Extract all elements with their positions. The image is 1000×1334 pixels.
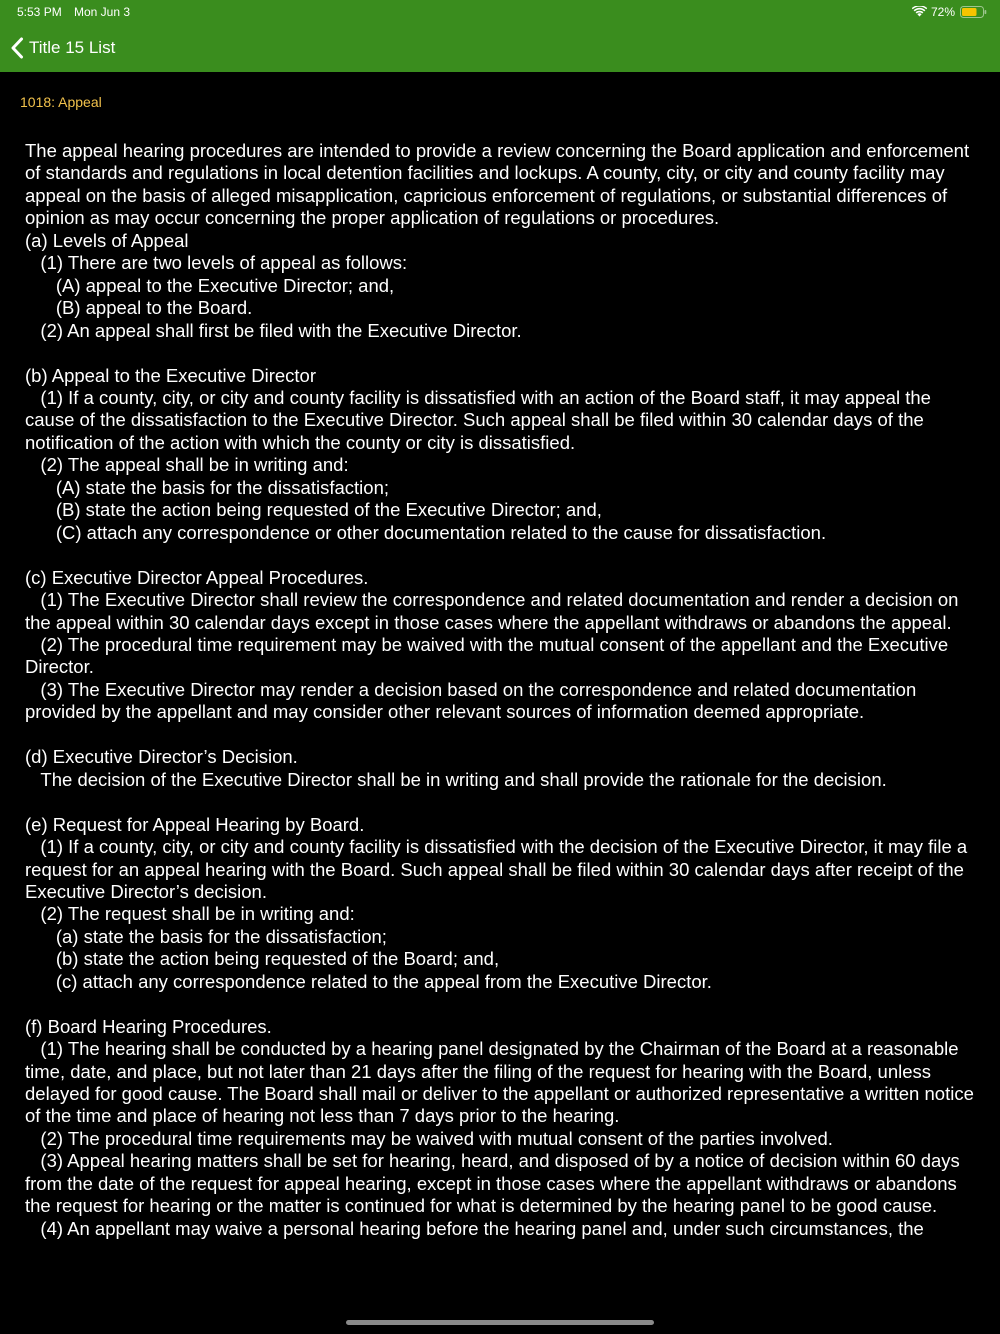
home-indicator[interactable] <box>346 1320 654 1325</box>
chevron-left-icon <box>10 37 24 59</box>
status-date: Mon Jun 3 <box>74 5 131 19</box>
regulation-text[interactable]: The appeal hearing procedures are intended to provide a review concerning the Board application and enforcement of standards and regulations in local detention facilities and lockups. A county, city, or city and county facility may appeal on the basis of alleged misapplication, capricious enforcement of regulations, or substantial differences of opinion as may occur concerning the proper application of regulations or procedures. (a) Levels of Appeal (1) There are two levels of appeal as follows: (A) appeal to the Executive Director; and, (B) appeal to the Board. (2) An appeal shall first be filed with the Executive Director. (b) Appeal to the Executive Director (1) If a county, city, or city and county facility is dissatisfied with an action of the Board staff, it may appeal the cause of the dissatisfaction to the Executive Director. Such appeal shall be filed within 30 calendar days of the notification of the action with which the county or city is dissatisfied. (2) The appeal shall be in writing and: (A) state the basis for the dissatisfaction; (B) state the action being requested of the Executive Director; and, (C) attach any correspondence or other documentation related to the cause for dissatisfaction. (c) Executive Director Appeal Procedures. (1) The Executive Director shall review the correspondence and related documentation and render a decision on the appeal within 30 calendar days except in those cases where the appellant withdraws or abandons the appeal. (2) The procedural time requirement may be waived with the mutual consent of the appellant and the Executive Director. (3) The Executive Director may render a decision based on the correspondence and related documentation provided by the appellant and may consider other relevant sources of information deemed appropriate. (d) Executive Director’s Decision. The decision of the Executive Director shall be in writing and shall provide the rationale for the decision. (e) Request for Appeal Hearing by Board. (1) If a county, city, or city and county facility is dissatisfied with the decision of the Executive Director, it may file a request for an appeal hearing with the Board. Such appeal shall be filed within 30 calendar days after receipt of the Executive Director’s decision. (2) The request shall be in writing and: (a) state the basis for the dissatisfaction; (b) state the action being requested of the Board; and, (c) attach any correspondence related to the appeal from the Executive Director. (f) Board Hearing Procedures. (1) The hearing shall be conducted by a hearing panel designated by the Chairman of the Board at a reasonable time, date, and place, but not later than 21 days after the filing of the request for hearing with the Board, unless delayed for good cause. The Board shall mail or deliver to the appellant or authorized representative a written notice of the time and place of hearing not less than 7 days prior to the hearing. (2) The procedural time requirements may be waived with mutual consent of the parties involved. (3) Appeal hearing matters shall be set for hearing, heard, and disposed of by a notice of decision within 60 days from the date of the request for appeal hearing, except in those cases where the appellant withdraws or abandons the request for hearing or the matter is continued for what is determined by the hearing panel to be good cause. (4) An appellant may waive a personal hearing before the hearing panel and, under such circumstances, the <box>25 140 974 1239</box>
battery-percentage: 72% <box>931 5 956 19</box>
back-button[interactable] <box>10 35 115 61</box>
back-button-label: Title 15 List <box>29 38 116 57</box>
status-time: 5:53 PM <box>17 5 62 19</box>
section-title: 1018: Appeal <box>20 94 102 110</box>
status-bar <box>0 0 1000 22</box>
battery-icon <box>960 6 987 18</box>
wifi-icon <box>912 6 927 17</box>
navigation-bar <box>0 0 1000 72</box>
